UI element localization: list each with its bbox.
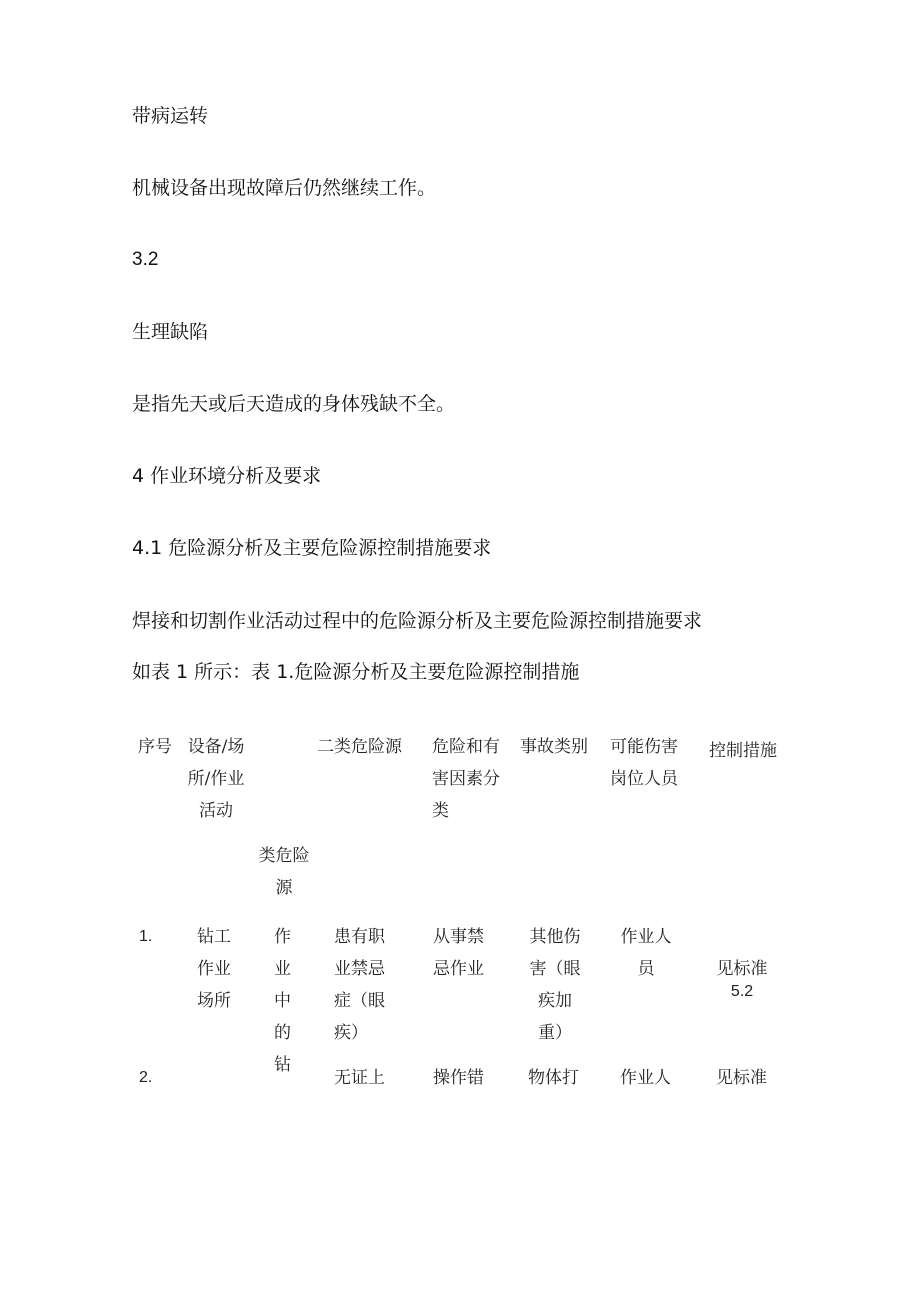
row1-control-number: 5.2 — [730, 983, 754, 1000]
row2-second-class: 无证上 — [334, 1068, 385, 1088]
section-heading-4: 4 作业环境分析及要求 — [132, 465, 322, 487]
header-factor: 危险和有 害因素分 类 — [432, 737, 500, 821]
row1-factor: 从事禁 忌作业 — [433, 927, 484, 979]
row1-seq: 1. — [139, 928, 153, 945]
table-caption: 如表 1 所示：表 1.危险源分析及主要危险源控制措施 — [132, 661, 580, 683]
row2-factor: 操作错 — [433, 1068, 484, 1088]
header-personnel: 可能伤害 岗位人员 — [610, 737, 678, 789]
header-first-class: 类危险 源 — [258, 846, 310, 898]
definition-physiological-defect: 是指先天或后天造成的身体残缺不全。 — [132, 393, 456, 415]
heading-sick-operation: 带病运转 — [132, 105, 209, 127]
row2-seq: 2. — [139, 1069, 153, 1086]
row2-control: 见标准 — [716, 1068, 767, 1088]
header-accident: 事故类别 — [520, 737, 588, 757]
row1-control — [706, 921, 778, 1031]
header-second-class: 二类危险源 — [317, 737, 402, 757]
row1-accident: 其他伤 害（眼 疾加 重） — [529, 927, 581, 1043]
row1-control-text: 见标准 — [716, 959, 768, 979]
row2-personnel: 作业人 — [620, 1068, 671, 1088]
header-equipment: 设备/场 所/作业 活动 — [187, 737, 245, 821]
row1-second-class: 患有职 业禁忌 症（眼 疾） — [334, 927, 385, 1043]
heading-physiological-defect: 生理缺陷 — [132, 321, 209, 343]
header-control: 控制措施 — [709, 741, 777, 761]
section-heading-4-1: 4.1 危险源分析及主要危险源控制措施要求 — [132, 537, 492, 559]
merged-first-class-cell: 作 业 中 的 钻 — [274, 927, 291, 1075]
intro-paragraph: 焊接和切割作业活动过程中的危险源分析及主要危险源控制措施要求 — [132, 610, 703, 632]
row1-personnel: 作业人 员 — [620, 927, 672, 979]
row2-accident: 物体打 — [528, 1068, 579, 1088]
merged-equipment-cell: 钻工 作业 场所 — [197, 927, 231, 1011]
section-number-3-2: 3.2 — [132, 249, 159, 270]
header-seq: 序号 — [138, 737, 172, 757]
definition-sick-operation: 机械设备出现故障后仍然继续工作。 — [132, 177, 437, 199]
